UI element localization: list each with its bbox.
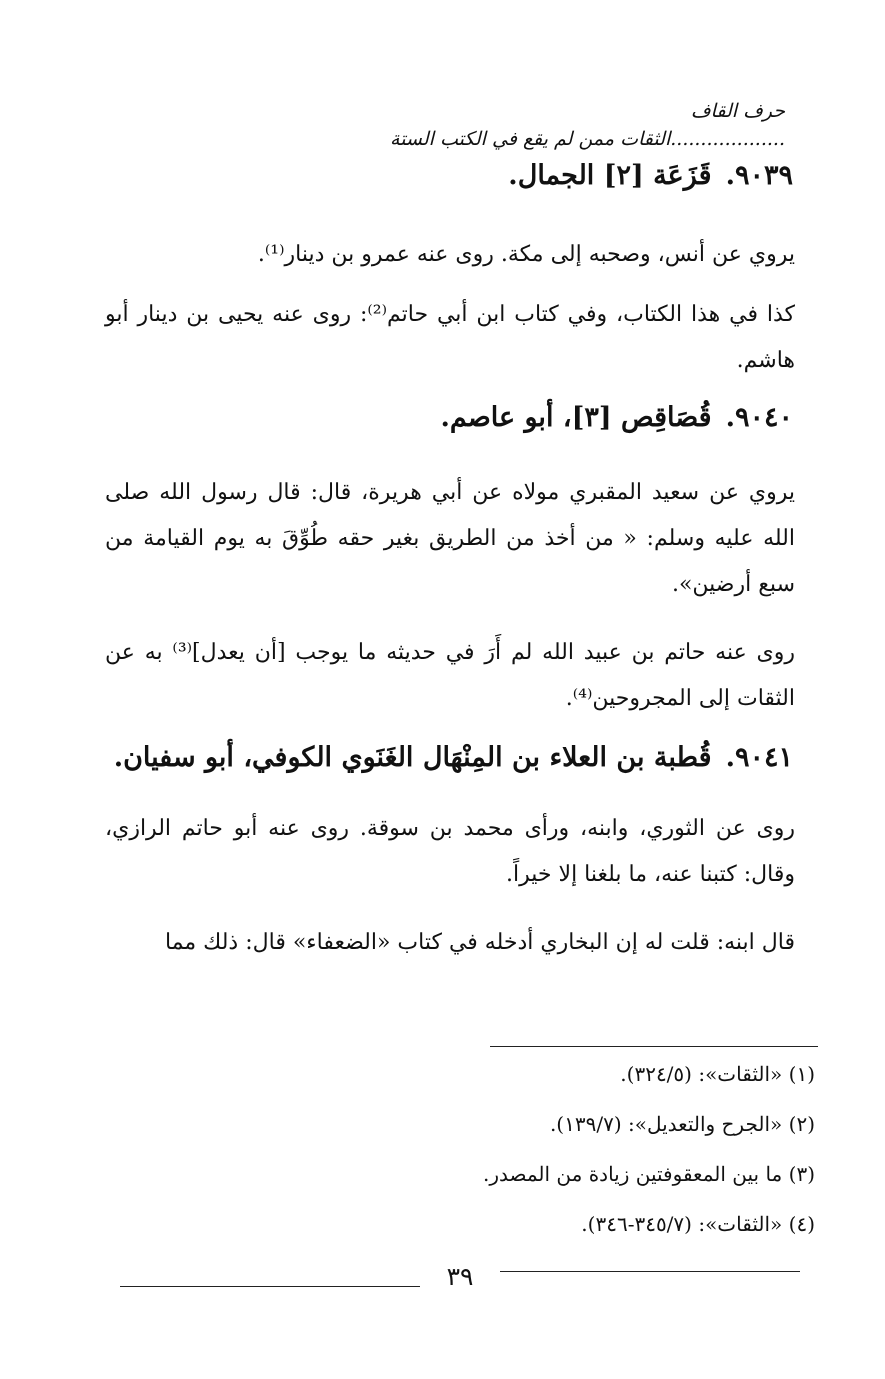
page-rule-right	[500, 1271, 800, 1272]
paragraph: قال ابنه: قلت له إن البخاري أدخله في كتاب «الضعفاء» قال: ذلك مما	[164, 930, 795, 955]
entry-number: ٩٠٤١.	[725, 742, 793, 773]
entry-name: قُصَاقِص [٣]، أبو عاصم.	[440, 402, 712, 433]
paragraph: روى عنه حاتم بن عبيد الله لم أَرَ في حديثه ما يوجب [أن يعدل]⁽³⁾ به عن الثقات إلى المجروحين⁽⁴⁾.	[105, 640, 795, 711]
paragraph: يروي عن سعيد المقبري مولاه عن أبي هريرة، قال: قال رسول الله صلى الله عليه وسلم: « من أخذ من الطريق بغير حقه طُوِّقَ به يوم القيامة من سبع أرضين».	[105, 480, 795, 597]
entry-number: ٩٠٣٩.	[725, 160, 793, 191]
running-title-line	[95, 128, 785, 150]
paragraph: يروي عن أنس، وصحبه إلى مكة. روى عنه عمرو بن دينار⁽¹⁾.	[257, 242, 795, 267]
page-rule-left	[120, 1286, 420, 1287]
footnote-4: (٤) «الثقات»: (٣٤٥/٧-٣٤٦).	[581, 1212, 815, 1236]
footnote-separator	[490, 1046, 818, 1047]
entry-heading-9040	[440, 402, 793, 433]
section-title: حرف القاف	[690, 100, 785, 122]
running-header	[95, 100, 785, 150]
entry-heading-9041	[114, 742, 793, 773]
entry-heading-9039	[508, 160, 793, 191]
paragraph: روى عن الثوري، وابنه، ورأى محمد بن سوقة. روى عنه أبو حاتم الرازي، وقال: كتبنا عنه، ما بلغنا إلا خيراً.	[105, 816, 795, 887]
page-number: ٣٩	[446, 1262, 474, 1291]
entry-name: قَزَعَة [٢] الجمال.	[508, 160, 712, 191]
header-dots: ...................	[670, 128, 785, 150]
footnote-2: (٢) «الجرح والتعديل»: (١٣٩/٧).	[549, 1112, 815, 1136]
entry-name: قُطبة بن العلاء بن المِنْهَال الغَنَوي الكوفي، أبو سفيان.	[113, 742, 712, 773]
entry-number: ٩٠٤٠.	[725, 402, 793, 433]
running-title: الثقات ممن لم يقع في الكتب الستة	[390, 128, 671, 150]
footnote-3: (٣) ما بين المعقوفتين زيادة من المصدر.	[482, 1162, 815, 1186]
paragraph: كذا في هذا الكتاب، وفي كتاب ابن أبي حاتم⁽²⁾: روى عنه يحيى بن دينار أبو هاشم.	[105, 302, 795, 373]
footnote-1: (١) «الثقات»: (٣٢٤/٥).	[620, 1062, 815, 1086]
